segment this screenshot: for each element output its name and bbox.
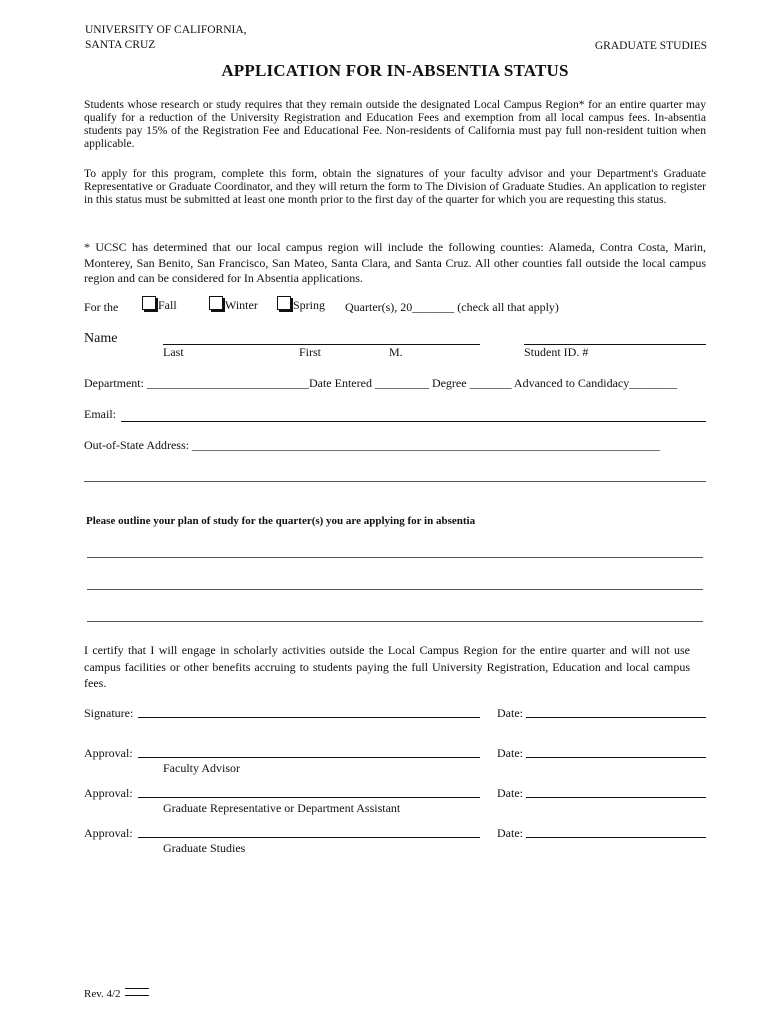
student-id-caption: Student ID. #	[524, 345, 589, 359]
middle-initial-caption: M.	[389, 345, 403, 359]
approval-label-2: Approval:	[84, 786, 133, 800]
faculty-advisor-date-line[interactable]	[526, 757, 706, 758]
fall-label: Fall	[158, 298, 177, 312]
university-name-line1: UNIVERSITY OF CALIFORNIA,	[85, 24, 247, 36]
revision-note	[84, 988, 149, 1000]
faculty-advisor-caption: Faculty Advisor	[163, 761, 240, 775]
signature-date-label: Date:	[497, 706, 523, 720]
approval-label-1: Approval:	[84, 746, 133, 760]
quarter-suffix: Quarter(s), 20_______ (check all that apply)	[345, 300, 559, 314]
signature-label: Signature:	[84, 706, 134, 720]
name-field[interactable]	[163, 329, 480, 345]
plan-line-1[interactable]	[87, 557, 703, 558]
address-line-2[interactable]	[84, 481, 706, 482]
grad-studies-caption: Graduate Studies	[163, 841, 246, 855]
grad-studies-signature-line[interactable]	[138, 837, 480, 838]
intro-paragraph: Students whose research or study requires that they remain outside the designated Local Campus Region* for an entire quarter may qualify for a reduction of the University Registration and Education Fees and exemption from all local campus fees. In-absentia students pay 15% of the Registration Fee and Educational Fee. Non-residents of California must pay full non-resident tuition when applicable.	[84, 98, 706, 150]
winter-checkbox[interactable]	[209, 296, 258, 313]
department-row: Department: ___________________________Date Entered _________ Degree _______ Advanced to Candidacy________	[84, 376, 678, 390]
plan-line-3[interactable]	[87, 621, 703, 622]
student-id-field[interactable]	[524, 329, 706, 345]
email-underline	[121, 421, 706, 422]
grad-rep-caption: Graduate Representative or Department Assistant	[163, 801, 401, 815]
university-name-line2: SANTA CRUZ	[85, 39, 156, 51]
approval-date-label-1: Date:	[497, 746, 523, 760]
revision-year-scribble	[125, 988, 149, 996]
grad-rep-signature-line[interactable]	[138, 797, 480, 798]
last-name-caption: Last	[163, 345, 184, 359]
out-of-state-address-label: Out-of-State Address: ______________________________________________________________________________	[84, 438, 660, 452]
checkbox-icon[interactable]	[142, 296, 156, 310]
office-name: GRADUATE STUDIES	[594, 40, 707, 52]
name-label: Name	[84, 331, 118, 346]
checkbox-icon[interactable]	[209, 296, 223, 310]
approval-date-label-2: Date:	[497, 786, 523, 800]
quarter-prefix: For the	[84, 300, 119, 314]
email-field[interactable]	[121, 405, 706, 421]
form-title: APPLICATION FOR IN-ABSENTIA STATUS	[221, 61, 569, 80]
grad-rep-date-line[interactable]	[526, 797, 706, 798]
checkbox-icon[interactable]	[277, 296, 291, 310]
plan-line-2[interactable]	[87, 589, 703, 590]
winter-label: Winter	[225, 298, 258, 312]
plan-of-study-prompt: Please outline your plan of study for the quarter(s) you are applying for in absentia	[86, 515, 476, 527]
approval-date-label-3: Date:	[497, 826, 523, 840]
instructions-paragraph: To apply for this program, complete this form, obtain the signatures of your faculty advisor and your Department's Graduate Representative or Graduate Coordinator, and they will return the form to The Division of Graduate Studies. An application to register in this status must be submitted at least one month prior to the first day of the quarter for which you are requesting this status.	[84, 167, 706, 206]
grad-studies-date-line[interactable]	[526, 837, 706, 838]
spring-label: Spring	[293, 298, 326, 312]
fall-checkbox[interactable]	[142, 296, 177, 313]
email-label: Email:	[84, 407, 116, 421]
spring-checkbox[interactable]	[277, 296, 325, 313]
first-name-caption: First	[299, 345, 322, 359]
certification-statement: I certify that I will engage in scholarly activities outside the Local Campus Region for the entire quarter and will not use campus facilities or other benefits accruing to students paying the full University Registration, Education and local campus fees.	[84, 643, 690, 690]
signature-line[interactable]	[138, 717, 480, 718]
signature-date-line[interactable]	[526, 717, 706, 718]
approval-label-3: Approval:	[84, 826, 133, 840]
revision-text: Rev. 4/2	[84, 988, 121, 1000]
faculty-advisor-signature-line[interactable]	[138, 757, 480, 758]
campus-region-note: * UCSC has determined that our local campus region will include the following counties: Alameda, Contra Costa, Marin, Monterey, San Benito, San Francisco, San Mateo, Santa Clara, and Santa Cruz. All other counties fall outside the local campus region and can be considered for In Absentia applications.	[84, 240, 706, 285]
